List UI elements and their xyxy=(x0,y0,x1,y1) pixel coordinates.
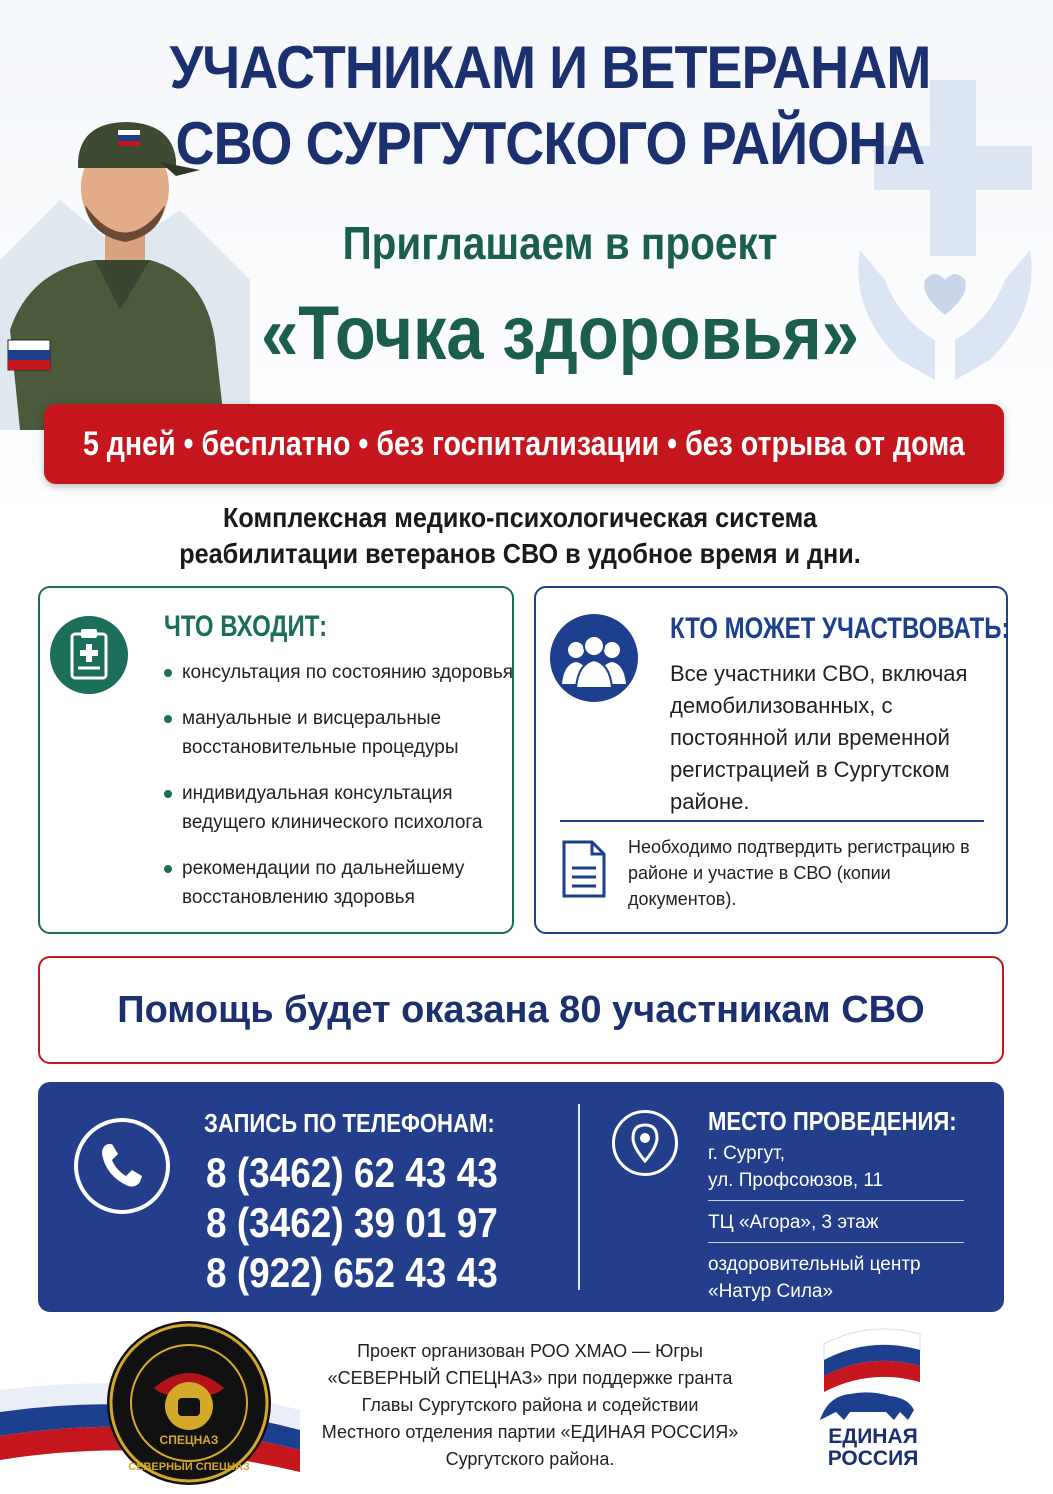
help-box xyxy=(38,956,1004,1064)
divider xyxy=(708,1242,964,1243)
footer-line-3: Главы Сургутского района и содействии xyxy=(361,1395,699,1415)
page-title xyxy=(145,30,955,182)
building-name: ТЦ «Агора», 3 этаж xyxy=(708,1212,879,1233)
clipboard-medical-icon xyxy=(50,616,128,694)
phone-number[interactable]: 8 (3462) 39 01 97 xyxy=(206,1199,498,1246)
includes-title: ЧТО ВХОДИТ: xyxy=(164,610,328,643)
severny-specnaz-emblem xyxy=(104,1318,274,1488)
footer-line-5: Сургутского района. xyxy=(445,1449,615,1469)
emblem-ring-text: СЕВЕРНЫЙ СПЕЦНАЗ xyxy=(128,1461,250,1473)
phone-label: ЗАПИСЬ ПО ТЕЛЕФОНАМ: xyxy=(204,1108,495,1138)
phone-number[interactable]: 8 (922) 652 43 43 xyxy=(206,1249,498,1296)
title-line-2: СВО СУРГУТСКОГО РАЙОНА xyxy=(175,110,925,177)
eligibility-title: КТО МОЖЕТ УЧАСТВОВАТЬ: xyxy=(670,612,1010,645)
address-city: г. Сургут, xyxy=(708,1143,786,1164)
divider xyxy=(708,1200,964,1201)
phone-icon xyxy=(74,1118,170,1214)
address-block xyxy=(708,1140,964,1305)
project-name: «Точка здоровья» xyxy=(261,291,859,376)
list-item: консультация по состоянию здоровья xyxy=(164,658,524,687)
contacts-panel xyxy=(38,1082,1004,1312)
includes-list xyxy=(164,658,524,929)
list-item: индивидуальная консультация ведущего клинического психолога xyxy=(164,779,524,837)
er-line-1: ЕДИНАЯ xyxy=(828,1425,918,1448)
document-icon xyxy=(560,840,608,898)
footer-line-4: Местного отделения партии «ЕДИНАЯ РОССИЯ» xyxy=(321,1422,739,1442)
edinaya-rossiya-logo xyxy=(790,1320,950,1430)
features-banner-text: 5 дней • бесплатно • без госпитализации • без отрыва от дома xyxy=(83,424,965,463)
phone-number[interactable]: 8 (3462) 62 43 43 xyxy=(206,1149,498,1196)
includes-card xyxy=(38,586,514,934)
center-line-2: «Натур Сила» xyxy=(708,1281,834,1302)
er-line-2: РОССИЯ xyxy=(827,1447,919,1470)
people-group-icon xyxy=(550,614,638,702)
title-line-1: УЧАСТНИКАМ И ВЕТЕРАНАМ xyxy=(169,34,931,101)
footer-line-1: Проект организован РОО ХМАО — Югры xyxy=(357,1341,703,1361)
eligibility-card xyxy=(534,586,1008,934)
list-item: рекомендации по дальнейшему восстановлению здоровья xyxy=(164,854,524,912)
divider xyxy=(578,1104,580,1290)
description-line-2: реабилитации ветеранов СВО в удобное время и дни. xyxy=(179,538,861,569)
phone-list xyxy=(206,1148,538,1298)
footer-line-2: «СЕВЕРНЫЙ СПЕЦНАЗ» при поддержке гранта xyxy=(327,1368,733,1388)
registration-note: Необходимо подтвердить регистрацию в районе и участие в СВО (копии документов). xyxy=(628,837,970,909)
center-line-1: оздоровительный центр xyxy=(708,1254,921,1275)
edinaya-rossiya-name xyxy=(818,1426,928,1470)
divider xyxy=(560,820,984,822)
list-item: мануальные и висцеральные восстановительные процедуры xyxy=(164,704,524,762)
description-line-1: Комплексная медико-психологическая система xyxy=(223,502,817,533)
emblem-text: СПЕЦНАЗ xyxy=(159,1433,219,1447)
location-pin-icon xyxy=(612,1110,678,1176)
project-description xyxy=(160,500,880,572)
eligibility-text: Все участники СВО, включая демобилизованных, с постоянной или временной регистрацией в Сургутском районе. xyxy=(670,661,968,814)
features-banner xyxy=(44,404,1004,484)
invite-text: Приглашаем в проект xyxy=(342,217,778,269)
footer-text xyxy=(290,1338,770,1473)
place-label: МЕСТО ПРОВЕДЕНИЯ: xyxy=(708,1106,957,1136)
address-street: ул. Профсоюзов, 11 xyxy=(708,1170,884,1191)
help-text: Помощь будет оказана 80 участникам СВО xyxy=(117,988,925,1031)
